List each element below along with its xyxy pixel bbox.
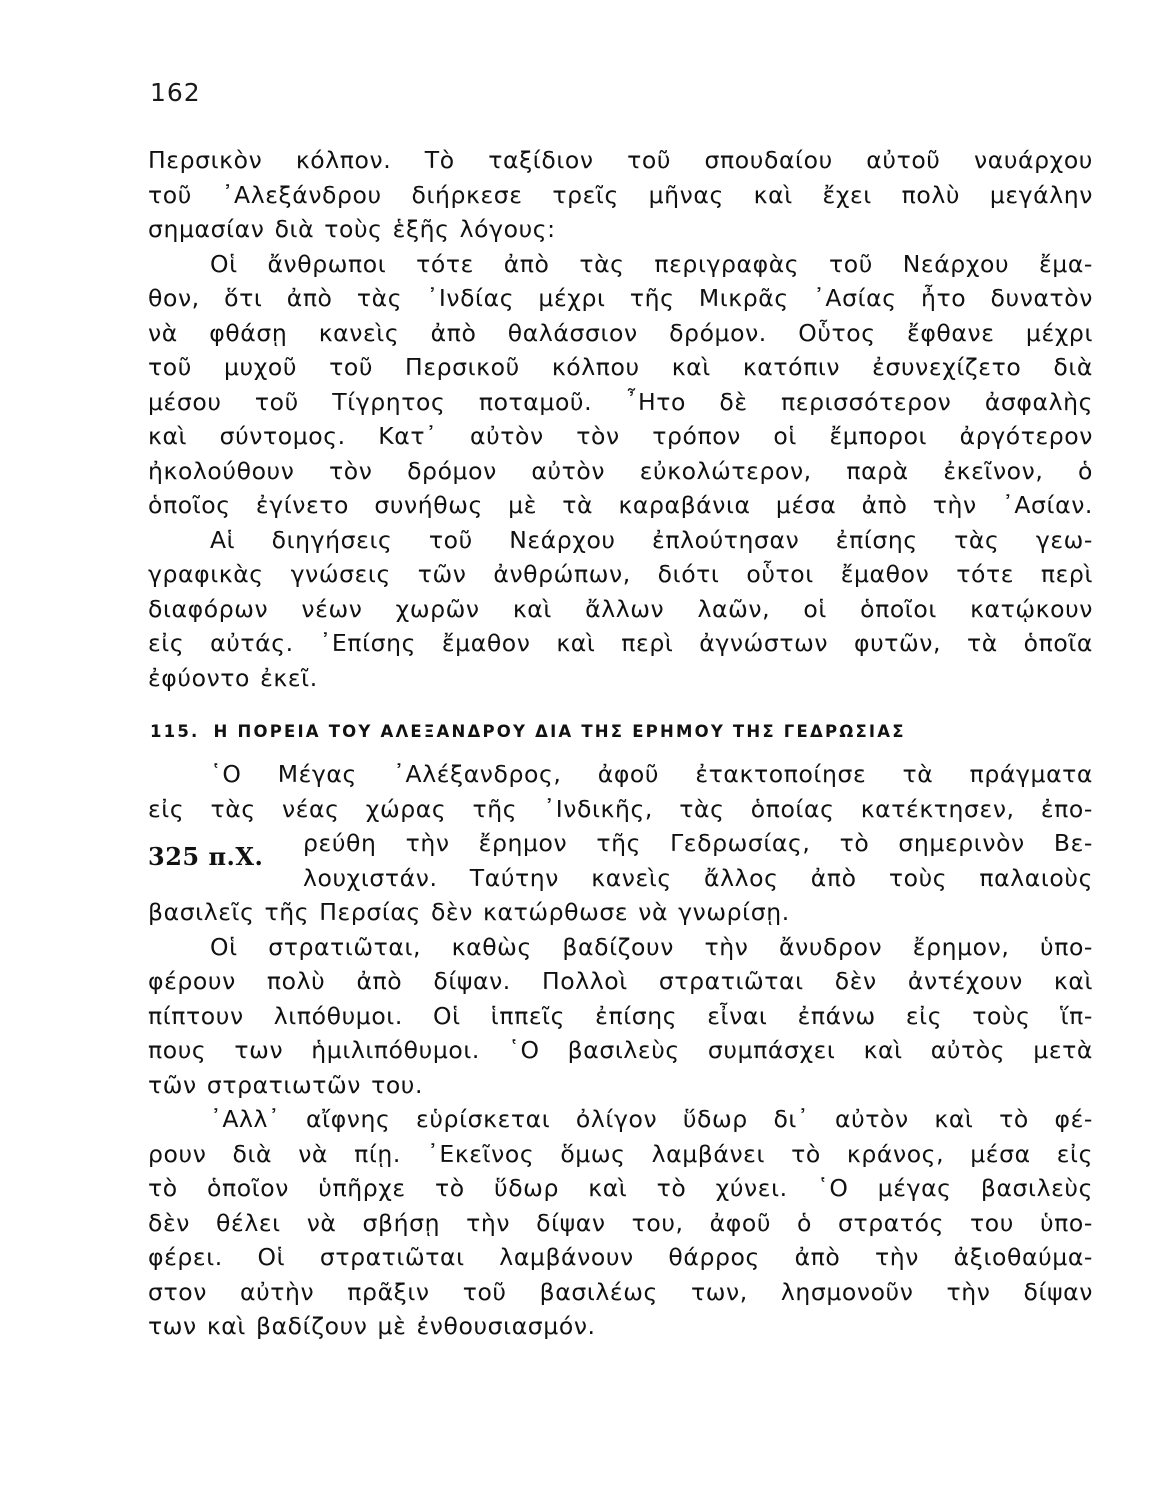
text-line: διαφόρων νέων χωρῶν καὶ ἄλλων λαῶν, οἱ ὁποῖοι κατῴκουν	[148, 594, 1093, 623]
text-line: ῾Ο Μέγας ᾿Αλέξανδρος, ἀφοῦ ἐτακτοποίησε τὰ πράγματα	[210, 760, 1093, 788]
text-line: στον αὐτὴν πρᾶξιν τοῦ βασιλέως των, λησμονοῦν τὴν δίψαν	[148, 1277, 1093, 1306]
margin-date: 325 π.Χ.	[148, 842, 264, 871]
text-line: λουχιστάν. Ταύτην κανεὶς ἄλλος ἀπὸ τοὺς παλαιοὺς	[303, 863, 1093, 892]
text-line: εἰς αὐτάς. ᾿Επίσης ἔμαθον καὶ περὶ ἀγνώστων φυτῶν, τὰ ὁποῖα	[148, 629, 1093, 657]
page-number: 162	[150, 78, 201, 107]
text-line: τὸ ὁποῖον ὑπῆρχε τὸ ὕδωρ καὶ τὸ χύνει. ῾Ο μέγας βασιλεὺς	[148, 1174, 1093, 1202]
text-line: τοῦ μυχοῦ τοῦ Περσικοῦ κόλπου καὶ κατόπιν ἐσυνεχίζετο διὰ	[148, 353, 1093, 381]
text-line: γραφικὰς γνώσεις τῶν ἀνθρώπων, διότι οὗτοι ἔμαθον τότε περὶ	[148, 560, 1093, 588]
section-title: Η ΠΟΡΕΙΑ ΤΟΥ ΑΛΕΞΑΝΔΡΟΥ ΔΙΑ ΤΗΣ ΕΡΗΜΟΥ ΤΗΣ ΓΕΔΡΩΣΙΑΣ	[213, 722, 906, 741]
text-line: ἐφύοντο ἐκεῖ.	[148, 663, 318, 692]
section-number: 115.	[150, 722, 200, 741]
text-line: πους των ἡμιλιπόθυμοι. ῾Ο βασιλεὺς συμπάσχει καὶ αὐτὸς μετὰ	[148, 1036, 1093, 1064]
text-line: ᾿Αλλ᾿ αἴφνης εὑρίσκεται ὀλίγον ὕδωρ δι᾿ αὐτὸν καὶ τὸ φέ-	[210, 1105, 1093, 1133]
section-heading	[150, 722, 1050, 741]
intro-text-block	[148, 143, 1093, 695]
text-line: ρεύθη τὴν ἔρημον τῆς Γεδρωσίας, τὸ σημερινὸν Βε-	[303, 829, 1093, 857]
section-text-top	[148, 757, 1093, 826]
text-line: τῶν στρατιωτῶν του.	[148, 1070, 424, 1099]
text-line: βασιλεῖς τῆς Περσίας δὲν κατώρθωσε νὰ γνωρίσῃ.	[148, 898, 790, 926]
text-line: πίπτουν λιπόθυμοι. Οἱ ἱππεῖς ἐπίσης εἶναι ἐπάνω εἰς τοὺς ἵπ-	[148, 1001, 1093, 1030]
text-line: ρουν διὰ νὰ πίῃ. ᾿Εκεῖνος ὅμως λαμβάνει τὸ κράνος, μέσα εἰς	[148, 1139, 1093, 1168]
text-line: δὲν θέλει νὰ σβήσῃ τὴν δίψαν του, ἀφοῦ ὁ στρατός του ὑπο-	[148, 1208, 1093, 1237]
text-line: φέρουν πολὺ ἀπὸ δίψαν. Πολλοὶ στρατιῶται δὲν ἀντέχουν καὶ	[148, 967, 1093, 995]
text-line: των καὶ βαδίζουν μὲ ἐνθουσιασμόν.	[148, 1312, 596, 1340]
text-line: μέσου τοῦ Τίγρητος ποταμοῦ. ῏Ητο δὲ περισσότερον ἀσφαλὴς	[148, 387, 1093, 416]
text-line: καὶ σύντομος. Κατ᾿ αὐτὸν τὸν τρόπον οἱ ἔμποροι ἀργότερον	[148, 422, 1093, 450]
text-line: νὰ φθάσῃ κανεὶς ἀπὸ θαλάσσιον δρόμον. Οὗτος ἔφθανε μέχρι	[148, 318, 1093, 347]
text-line: Αἱ διηγήσεις τοῦ Νεάρχου ἐπλούτησαν ἐπίσης τὰς γεω-	[210, 525, 1093, 554]
text-line: τοῦ ᾿Αλεξάνδρου διήρκεσε τρεῖς μῆνας καὶ ἔχει πολὺ μεγάλην	[148, 180, 1093, 209]
section-text-beside-date	[303, 826, 1093, 895]
text-line: θον, ὅτι ἀπὸ τὰς ᾿Ινδίας μέχρι τῆς Μικρᾶς ᾿Ασίας ἦτο δυνατὸν	[148, 284, 1093, 312]
text-line: ὁποῖος ἐγίνετο συνήθως μὲ τὰ καραβάνια μέσα ἀπὸ τὴν ᾿Ασίαν.	[148, 491, 1093, 519]
text-line: Οἱ στρατιῶται, καθὼς βαδίζουν τὴν ἄνυδρον ἔρημον, ὑπο-	[210, 932, 1093, 961]
text-line: Περσικὸν κόλπον. Τὸ ταξίδιον τοῦ σπουδαίου αὐτοῦ ναυάρχου	[148, 146, 1093, 174]
text-line: σημασίαν διὰ τοὺς ἑξῆς λόγους:	[148, 215, 556, 243]
section-text-rest	[148, 895, 1093, 1344]
text-line: Οἱ ἄνθρωποι τότε ἀπὸ τὰς περιγραφὰς τοῦ Νεάρχου ἔμα-	[210, 249, 1093, 278]
text-line: ἠκολούθουν τὸν δρόμον αὐτὸν εὐκολώτερον, παρὰ ἐκεῖνον, ὁ	[148, 456, 1093, 485]
text-line: φέρει. Οἱ στρατιῶται λαμβάνουν θάρρος ἀπὸ τὴν ἀξιοθαύμα-	[148, 1243, 1093, 1271]
text-line: εἰς τὰς νέας χώρας τῆς ᾿Ινδικῆς, τὰς ὁποίας κατέκτησεν, ἐπο-	[148, 794, 1093, 823]
